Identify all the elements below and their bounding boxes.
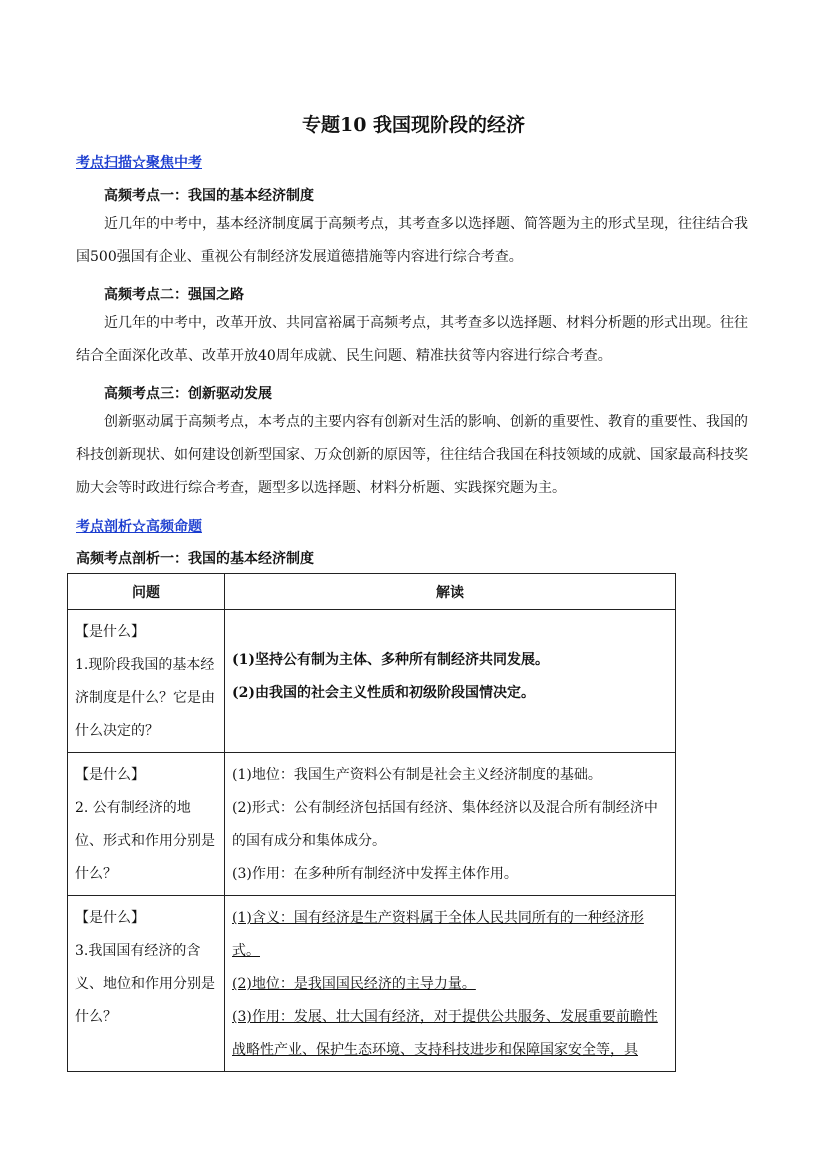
question-text: 2. 公有制经济的地位、形式和作用分别是什么？: [75, 800, 215, 882]
table-row: [68, 753, 676, 896]
answer-cell: [225, 896, 676, 1072]
question-cell: [68, 753, 225, 896]
table-row: [68, 896, 676, 1072]
kp-heading-1: 高频考点一：我国的基本经济制度: [104, 188, 314, 204]
question-text: 3.我国国有经济的含义、地位和作用分别是什么？: [75, 943, 215, 1025]
section-link-analysis[interactable]: 考点剖析☆高频命题: [76, 519, 202, 535]
answer-line: (2)由我国的社会主义性质和初级阶段国情决定。: [232, 685, 535, 701]
table-row: [68, 610, 676, 753]
question-cell: [68, 610, 225, 753]
answer-line: (1)含义：国有经济是生产资料属于全体人民共同所有的一种经济形式。: [232, 910, 644, 959]
answer-line: (3)作用：发展、壮大国有经济，对于提供公共服务、发展重要前瞻性战略性产业、保护生态环境、支持科技进步和保障国家安全等，具: [232, 1009, 658, 1058]
answer-cell: [225, 753, 676, 896]
table-title: 高频考点剖析一：我国的基本经济制度: [76, 551, 314, 567]
header-interpretation: 解读: [225, 574, 676, 610]
kp-paragraph-2: 近几年的中考中，改革开放、共同富裕属于高频考点，其考查多以选择题、材料分析题的形式出现。往往结合全面深化改革、改革开放40周年成就、民生问题、精准扶贫等内容进行综合考查。: [76, 315, 748, 364]
answer-cell: [225, 610, 676, 753]
kp-paragraph-3: 创新驱动属于高频考点，本考点的主要内容有创新对生活的影响、创新的重要性、教育的重要性、我国的科技创新现状、如何建设创新型国家、万众创新的原因等，往往结合我国在科技领域的成就、国家最高科技奖励大会等时政进行综合考查，题型多以选择题、材料分析题、实践探究题为主。: [76, 414, 748, 496]
section-link-scan[interactable]: 考点扫描☆聚焦中考: [76, 155, 202, 171]
header-question: 问题: [68, 574, 225, 610]
page-title: 专题10 我国现阶段的经济: [301, 114, 526, 136]
question-text: 1.现阶段我国的基本经济制度是什么？它是由什么决定的？: [75, 657, 215, 739]
answer-line: (2)地位：是我国国民经济的主导力量。: [232, 976, 476, 992]
answer-line: (3)作用：在多种所有制经济中发挥主体作用。: [232, 866, 518, 882]
analysis-table: [67, 573, 676, 1072]
question-cell: [68, 896, 225, 1072]
kp-heading-3: 高频考点三：创新驱动发展: [104, 386, 272, 402]
answer-line: (2)形式：公有制经济包括国有经济、集体经济以及混合所有制经济中的国有成分和集体成分。: [232, 800, 658, 849]
question-tag: 【是什么】: [75, 624, 145, 640]
question-tag: 【是什么】: [75, 910, 145, 926]
answer-line: (1)坚持公有制为主体、多种所有制经济共同发展。: [232, 652, 549, 668]
table-header-row: [68, 574, 676, 610]
kp-paragraph-1: 近几年的中考中，基本经济制度属于高频考点，其考查多以选择题、简答题为主的形式呈现，往往结合我国500强国有企业、重视公有制经济发展道德措施等内容进行综合考查。: [76, 216, 748, 265]
question-tag: 【是什么】: [75, 767, 145, 783]
answer-line: (1)地位：我国生产资料公有制是社会主义经济制度的基础。: [232, 767, 602, 783]
kp-heading-2: 高频考点二：强国之路: [104, 287, 244, 303]
